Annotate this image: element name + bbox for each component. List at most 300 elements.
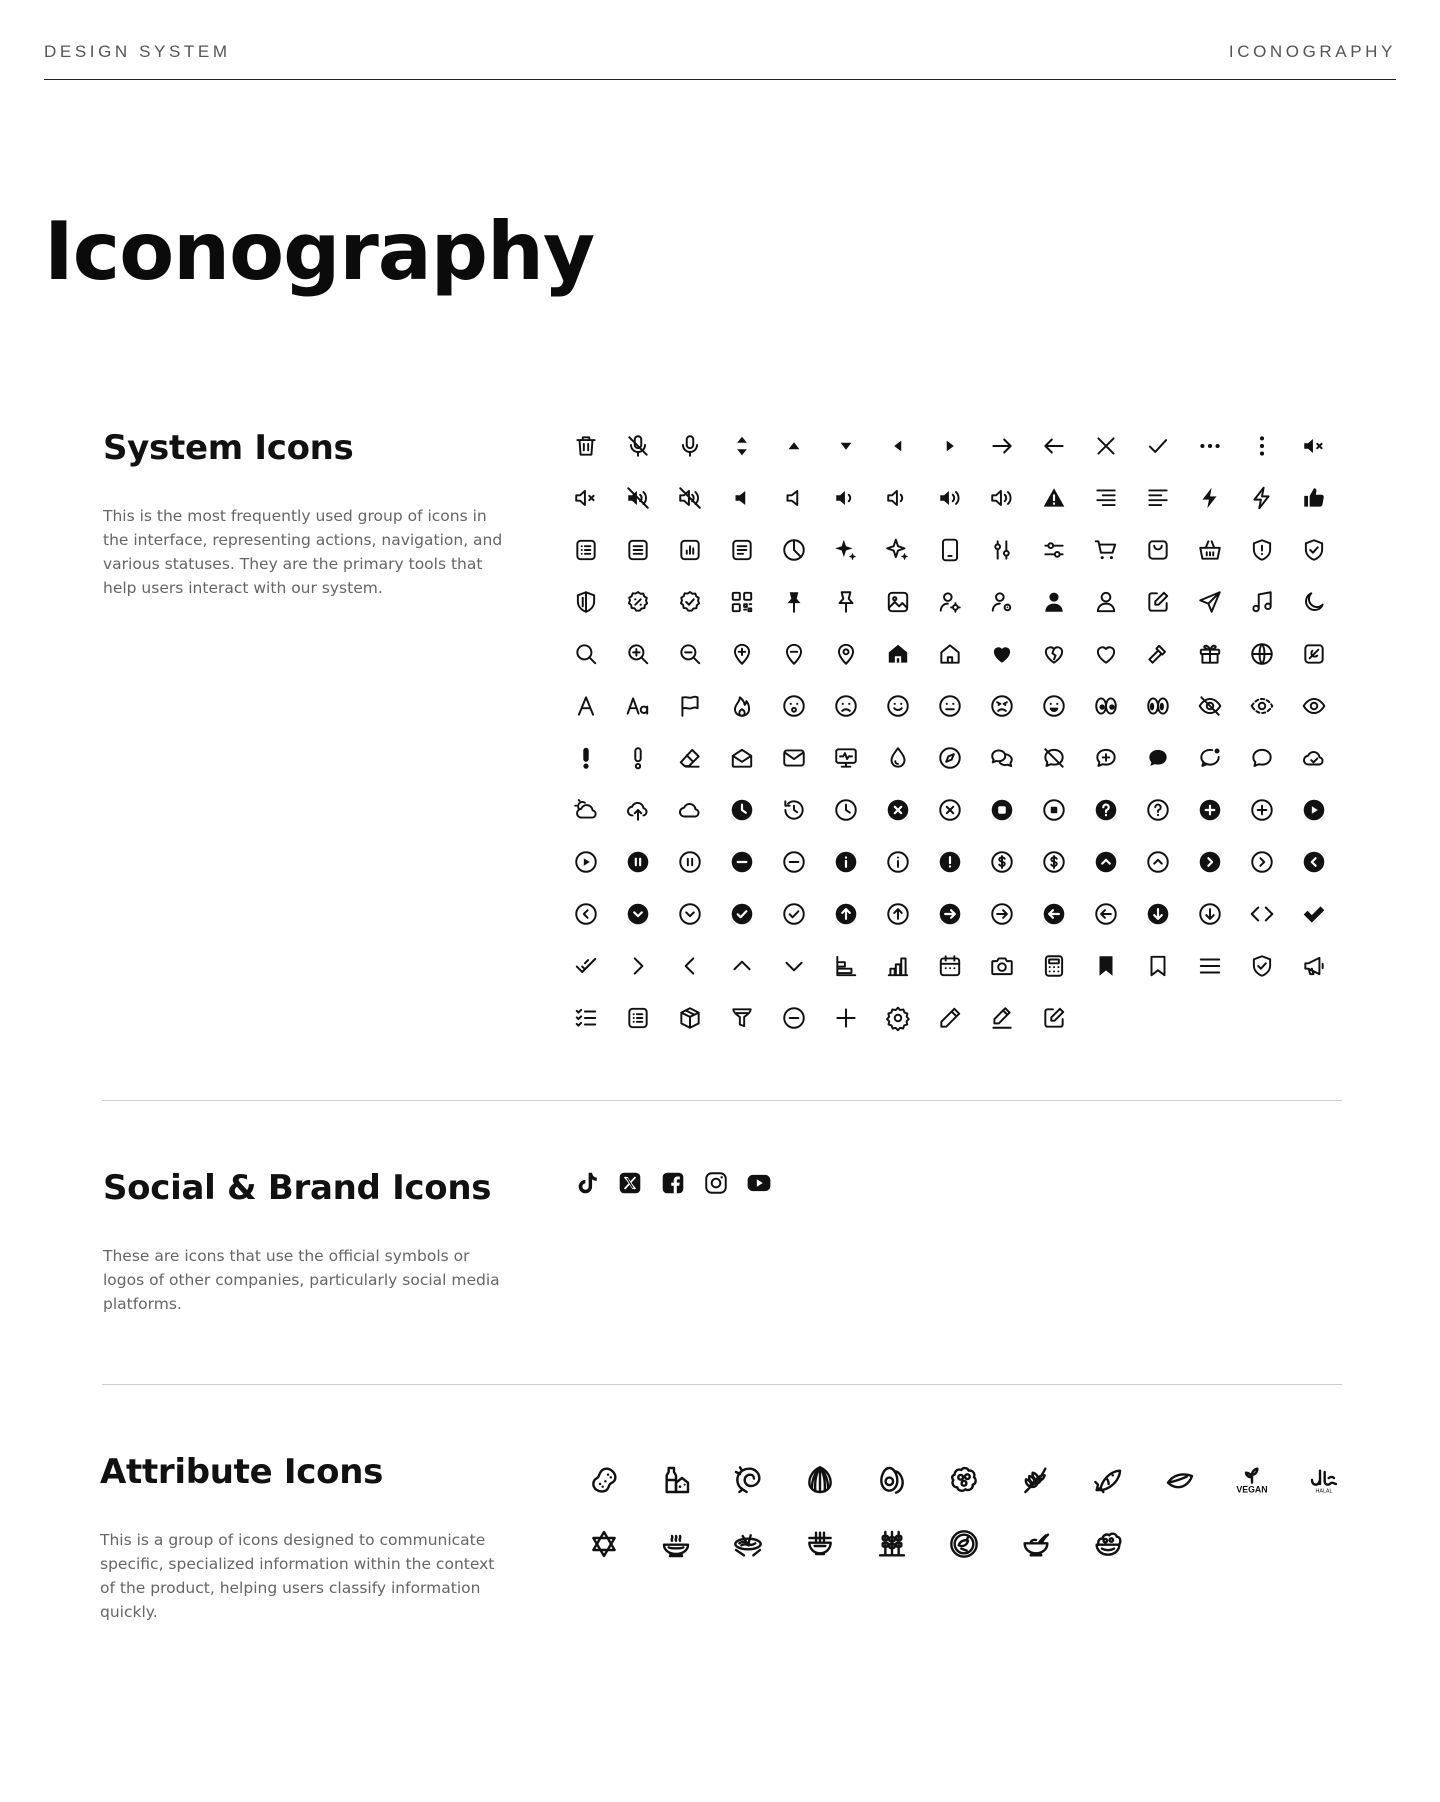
chat-icon-glyph: [1249, 745, 1275, 771]
align-right-icon-glyph: [1093, 485, 1119, 511]
skewers-icon-glyph: [876, 1528, 908, 1560]
system-icons-title: System Icons: [103, 428, 354, 468]
music-icon-glyph: [1249, 589, 1275, 615]
bag-icon-glyph: [1145, 537, 1171, 563]
vegan-icon-glyph: [1236, 1464, 1268, 1496]
zoom-out-icon: [664, 628, 716, 680]
flag-icon-glyph: [677, 693, 703, 719]
image-icon: [872, 576, 924, 628]
clock-filled-icon-glyph: [729, 797, 755, 823]
sliders-vertical-icon-glyph: [989, 537, 1015, 563]
circle-help-icon-glyph: [1145, 797, 1171, 823]
circle-arrow-down-icon-glyph: [1197, 901, 1223, 927]
pin-icon-glyph: [833, 589, 859, 615]
circle-down-icon: [664, 888, 716, 940]
circle-info-icon: [872, 836, 924, 888]
sparkle-icon-glyph: [885, 537, 911, 563]
edit-icon-glyph: [1041, 1005, 1067, 1031]
caret-down-icon-glyph: [833, 433, 859, 459]
circle-right-filled-icon-glyph: [1197, 849, 1223, 875]
bolt-filled-icon-glyph: [1197, 485, 1223, 511]
heart-icon-glyph: [1093, 641, 1119, 667]
halal-icon: [1288, 1448, 1360, 1512]
circle-up-icon-glyph: [1145, 849, 1171, 875]
circle-plus-icon: [1236, 784, 1288, 836]
trash-icon-glyph: [573, 433, 599, 459]
circle-right-icon: [1236, 836, 1288, 888]
gluten-icon: [1000, 1448, 1072, 1512]
sparkle-filled-icon-glyph: [833, 537, 859, 563]
kosher-icon: [568, 1512, 640, 1576]
speaker-low-icon: [872, 472, 924, 524]
tablet-icon: [924, 524, 976, 576]
circle-dollar-icon: [976, 836, 1028, 888]
eye-dashed-icon-glyph: [1249, 693, 1275, 719]
eyes-filled-icon: [1080, 680, 1132, 732]
letter-a-icon-glyph: [573, 693, 599, 719]
dairy-icon: [640, 1448, 712, 1512]
dish-icon: [928, 1512, 1000, 1576]
speaker-off-icon: [664, 472, 716, 524]
caret-left-icon-glyph: [885, 433, 911, 459]
circle-minus-alt-icon-glyph: [781, 1005, 807, 1031]
moon-icon: [1288, 576, 1340, 628]
filter-icon: [716, 992, 768, 1044]
chevron-right-icon-glyph: [625, 953, 651, 979]
edit-box-icon-glyph: [1145, 589, 1171, 615]
eyes-filled-icon-glyph: [1093, 693, 1119, 719]
clock-icon: [820, 784, 872, 836]
face-happy-icon-glyph: [885, 693, 911, 719]
mic-icon-glyph: [677, 433, 703, 459]
heart-filled-icon: [976, 628, 1028, 680]
top-bar: [44, 40, 1396, 80]
shield-alert-icon: [1236, 524, 1288, 576]
circle-arrow-right-filled-icon-glyph: [937, 901, 963, 927]
align-left-icon-glyph: [1145, 485, 1171, 511]
shield-check-icon: [1288, 524, 1340, 576]
face-sad-icon-glyph: [833, 693, 859, 719]
bookmark-icon: [1132, 940, 1184, 992]
clock-history-icon-glyph: [781, 797, 807, 823]
sun-moon-icon-glyph: [1301, 641, 1327, 667]
circle-arrow-down-filled-icon-glyph: [1145, 901, 1171, 927]
circle-arrow-right-icon-glyph: [989, 901, 1015, 927]
chat-off-icon-glyph: [1041, 745, 1067, 771]
circle-arrow-up-icon-glyph: [885, 901, 911, 927]
sparkle-filled-icon: [820, 524, 872, 576]
peanut-icon: [568, 1448, 640, 1512]
chat-plus-icon-glyph: [1093, 745, 1119, 771]
chevron-right-icon: [612, 940, 664, 992]
home-filled-icon-glyph: [885, 641, 911, 667]
timer-icon: [768, 524, 820, 576]
circle-arrow-up-filled-icon-glyph: [833, 901, 859, 927]
cloud-sun-icon-glyph: [573, 797, 599, 823]
face-laugh-icon: [1028, 680, 1080, 732]
heart-broken-icon-glyph: [1041, 641, 1067, 667]
social-icons-description: These are icons that use the official symbols or logos of other companies, particularly social media platforms.: [103, 1247, 500, 1313]
zoom-in-icon-glyph: [625, 641, 651, 667]
circle-dollar-icon-glyph: [989, 849, 1015, 875]
circle-left-filled-icon-glyph: [1301, 849, 1327, 875]
circle-left-icon: [560, 888, 612, 940]
menu-icon: [1184, 940, 1236, 992]
megaphone-icon: [1288, 940, 1340, 992]
monitor-pulse-icon: [820, 732, 872, 784]
code-icon: [1236, 888, 1288, 940]
speaker-filled-icon: [716, 472, 768, 524]
x-twitter-icon: [608, 1163, 651, 1203]
chart-box-icon-glyph: [677, 537, 703, 563]
circle-info-filled-icon: [820, 836, 872, 888]
bolt-icon-glyph: [1249, 485, 1275, 511]
chart-bar-icon: [872, 940, 924, 992]
chat-off-icon: [1028, 732, 1080, 784]
egg-icon: [856, 1448, 928, 1512]
circle-up-icon: [1132, 836, 1184, 888]
speaker-low-filled-icon: [820, 472, 872, 524]
leaf-icon-glyph: [1164, 1464, 1196, 1496]
check-double-icon: [560, 940, 612, 992]
text-size-icon: [612, 680, 664, 732]
chat-dot-icon: [1184, 732, 1236, 784]
chat-bubbles-icon: [976, 732, 1028, 784]
circle-arrow-right-filled-icon: [924, 888, 976, 940]
circle-stop-icon: [1028, 784, 1080, 836]
chevron-down-icon: [768, 940, 820, 992]
system-icons-description: This is the most frequently used group of icons in the interface, representing actions, navigation, and various statuses. They are the primary tools that help users interact with our system.: [103, 507, 503, 597]
dots-horizontal-icon-glyph: [1197, 433, 1223, 459]
warning-filled-icon: [1028, 472, 1080, 524]
chart-bar-horizontal-icon-glyph: [833, 953, 859, 979]
salad-icon: [1072, 1512, 1144, 1576]
caret-left-icon: [872, 420, 924, 472]
leaf-icon: [1144, 1448, 1216, 1512]
chevron-up-icon: [716, 940, 768, 992]
circle-minus-icon: [768, 836, 820, 888]
drop-icon-glyph: [885, 745, 911, 771]
close-icon: [1080, 420, 1132, 472]
sliders-horizontal-icon-glyph: [1041, 537, 1067, 563]
circle-plus-icon-glyph: [1249, 797, 1275, 823]
eye-dashed-icon: [1236, 680, 1288, 732]
speaker-icon-glyph: [781, 485, 807, 511]
shield-half-icon-glyph: [573, 589, 599, 615]
box-icon-glyph: [677, 1005, 703, 1031]
facebook-icon: [651, 1163, 694, 1203]
chart-bar-icon-glyph: [885, 953, 911, 979]
circle-minus-filled-icon-glyph: [729, 849, 755, 875]
search-icon-glyph: [573, 641, 599, 667]
calendar-icon: [924, 940, 976, 992]
eyes-icon-glyph: [1145, 693, 1171, 719]
cloud-icon: [664, 784, 716, 836]
fish-icon: [1072, 1448, 1144, 1512]
chevron-up-icon-glyph: [729, 953, 755, 979]
system-icons-grid: [560, 420, 1340, 1044]
circle-arrow-right-icon: [976, 888, 1028, 940]
edit-box-icon: [1132, 576, 1184, 628]
noodle-plate-icon: [712, 1512, 784, 1576]
speaker-mute-icon: [560, 472, 612, 524]
circle-pause-icon-glyph: [677, 849, 703, 875]
eraser-icon: [664, 732, 716, 784]
bolt-icon: [1236, 472, 1288, 524]
circle-x-icon: [924, 784, 976, 836]
caret-right-icon: [924, 420, 976, 472]
badge-percent-icon-glyph: [625, 589, 651, 615]
user-settings-alt-icon: [976, 576, 1028, 628]
exclamation-icon-glyph: [625, 745, 651, 771]
circle-arrow-left-filled-icon-glyph: [1041, 901, 1067, 927]
heart-icon: [1080, 628, 1132, 680]
text-box-icon: [612, 524, 664, 576]
sesame-icon-glyph: [804, 1464, 836, 1496]
home-filled-icon: [872, 628, 924, 680]
vegan-icon: [1216, 1448, 1288, 1512]
calculator-icon-glyph: [1041, 953, 1067, 979]
pencil-icon: [924, 992, 976, 1044]
map-pin-minus-icon-glyph: [781, 641, 807, 667]
circle-up-filled-icon-glyph: [1093, 849, 1119, 875]
align-left-icon: [1132, 472, 1184, 524]
align-right-icon: [1080, 472, 1132, 524]
sliders-vertical-icon: [976, 524, 1028, 576]
cloud-upload-icon: [612, 784, 664, 836]
checklist-icon: [560, 992, 612, 1044]
exclamation-icon: [612, 732, 664, 784]
chart-box-icon: [664, 524, 716, 576]
check-bold-icon: [1288, 888, 1340, 940]
list-icon: [612, 992, 664, 1044]
map-pin-minus-icon: [768, 628, 820, 680]
soy-icon: [928, 1448, 1000, 1512]
user-filled-icon-glyph: [1041, 589, 1067, 615]
eye-icon-glyph: [1301, 693, 1327, 719]
check-icon: [1132, 420, 1184, 472]
divider: [102, 1100, 1342, 1101]
mic-off-icon-glyph: [625, 433, 651, 459]
qr-code-icon-glyph: [729, 589, 755, 615]
hammer-icon: [1132, 628, 1184, 680]
eraser-icon-glyph: [677, 745, 703, 771]
user-icon-glyph: [1093, 589, 1119, 615]
chevron-down-icon-glyph: [781, 953, 807, 979]
circle-arrow-up-filled-icon: [820, 888, 872, 940]
salad-icon-glyph: [1092, 1528, 1124, 1560]
ramen-icon-glyph: [1020, 1528, 1052, 1560]
sun-moon-icon: [1288, 628, 1340, 680]
dish-icon-glyph: [948, 1528, 980, 1560]
soy-icon-glyph: [948, 1464, 980, 1496]
speaker-high-icon-glyph: [989, 485, 1015, 511]
fish-icon-glyph: [1092, 1464, 1124, 1496]
hammer-icon-glyph: [1145, 641, 1171, 667]
circle-play-filled-icon: [1288, 784, 1340, 836]
mail-icon-glyph: [781, 745, 807, 771]
mail-icon: [768, 732, 820, 784]
chat-bubbles-icon-glyph: [989, 745, 1015, 771]
badge-check-icon-glyph: [677, 589, 703, 615]
pencil-line-icon: [976, 992, 1028, 1044]
clock-filled-icon: [716, 784, 768, 836]
caret-down-icon: [820, 420, 872, 472]
timer-icon-glyph: [781, 537, 807, 563]
exclamation-filled-icon-glyph: [573, 745, 599, 771]
map-pin-icon-glyph: [833, 641, 859, 667]
caret-up-icon-glyph: [781, 433, 807, 459]
noodle-plate-icon-glyph: [732, 1528, 764, 1560]
chevron-left-icon-glyph: [677, 953, 703, 979]
circle-down-icon-glyph: [677, 901, 703, 927]
social-icons-grid: [565, 1163, 780, 1203]
eye-off-icon: [1184, 680, 1236, 732]
eye-icon: [1288, 680, 1340, 732]
music-icon: [1236, 576, 1288, 628]
letter-a-icon: [560, 680, 612, 732]
user-settings-alt-icon-glyph: [989, 589, 1015, 615]
user-settings-icon: [924, 576, 976, 628]
ramen-icon: [1000, 1512, 1072, 1576]
caret-right-icon-glyph: [937, 433, 963, 459]
dots-horizontal-icon: [1184, 420, 1236, 472]
soup-icon: [640, 1512, 712, 1576]
user-icon: [1080, 576, 1132, 628]
camera-icon-glyph: [989, 953, 1015, 979]
sort-icon: [716, 420, 768, 472]
fire-icon: [716, 680, 768, 732]
circle-info-filled-icon-glyph: [833, 849, 859, 875]
arrow-left-icon: [1028, 420, 1080, 472]
send-icon-glyph: [1197, 589, 1223, 615]
eyes-icon: [1132, 680, 1184, 732]
basket-icon: [1184, 524, 1236, 576]
circle-up-filled-icon: [1080, 836, 1132, 888]
sparkle-icon: [872, 524, 924, 576]
chat-dot-icon-glyph: [1197, 745, 1223, 771]
flag-icon: [664, 680, 716, 732]
circle-dollar-alt-icon: [1028, 836, 1080, 888]
circle-stop-filled-icon-glyph: [989, 797, 1015, 823]
shield-check-alt-icon: [1236, 940, 1288, 992]
dots-vertical-icon: [1236, 420, 1288, 472]
circle-down-filled-icon-glyph: [625, 901, 651, 927]
clock-icon-glyph: [833, 797, 859, 823]
facebook-icon-glyph: [660, 1170, 686, 1196]
badge-check-icon: [664, 576, 716, 628]
cloud-upload-icon-glyph: [625, 797, 651, 823]
list-box-icon-glyph: [573, 537, 599, 563]
circle-x-filled-icon: [872, 784, 924, 836]
sort-icon-glyph: [729, 433, 755, 459]
globe-icon: [1236, 628, 1288, 680]
circle-help-filled-icon-glyph: [1093, 797, 1119, 823]
eye-off-icon-glyph: [1197, 693, 1223, 719]
noodle-bowl-icon: [784, 1512, 856, 1576]
check-bold-icon-glyph: [1301, 901, 1327, 927]
speaker-high-filled-icon: [924, 472, 976, 524]
heart-filled-icon-glyph: [989, 641, 1015, 667]
circle-minus-filled-icon: [716, 836, 768, 888]
gift-icon-glyph: [1197, 641, 1223, 667]
settings-icon: [872, 992, 924, 1044]
circle-plus-filled-icon: [1184, 784, 1236, 836]
peanut-icon-glyph: [588, 1464, 620, 1496]
filter-icon-glyph: [729, 1005, 755, 1031]
cloud-sun-icon: [560, 784, 612, 836]
speaker-off-filled-icon: [612, 472, 664, 524]
fire-icon-glyph: [729, 693, 755, 719]
check-double-icon-glyph: [573, 953, 599, 979]
circle-stop-icon-glyph: [1041, 797, 1067, 823]
face-angry-icon-glyph: [989, 693, 1015, 719]
shield-alert-icon-glyph: [1249, 537, 1275, 563]
mail-open-icon: [716, 732, 768, 784]
halal-icon-glyph: [1308, 1464, 1340, 1496]
arrow-left-icon-glyph: [1041, 433, 1067, 459]
circle-check-icon-glyph: [781, 901, 807, 927]
circle-check-filled-icon-glyph: [729, 901, 755, 927]
circle-stop-filled-icon: [976, 784, 1028, 836]
heart-broken-icon: [1028, 628, 1080, 680]
edit-icon: [1028, 992, 1080, 1044]
check-icon-glyph: [1145, 433, 1171, 459]
user-settings-icon-glyph: [937, 589, 963, 615]
user-filled-icon: [1028, 576, 1080, 628]
qr-code-icon: [716, 576, 768, 628]
circle-arrow-up-icon: [872, 888, 924, 940]
circle-play-icon-glyph: [573, 849, 599, 875]
speaker-icon: [768, 472, 820, 524]
speaker-mute-filled-icon-glyph: [1301, 433, 1327, 459]
bookmark-icon-glyph: [1145, 953, 1171, 979]
pin-filled-icon: [768, 576, 820, 628]
sliders-horizontal-icon: [1028, 524, 1080, 576]
basket-icon-glyph: [1197, 537, 1223, 563]
tiktok-icon: [565, 1163, 608, 1203]
circle-dollar-alt-icon-glyph: [1041, 849, 1067, 875]
shield-check-alt-icon-glyph: [1249, 953, 1275, 979]
face-neutral-icon-glyph: [937, 693, 963, 719]
compass-icon: [924, 732, 976, 784]
circle-check-filled-icon: [716, 888, 768, 940]
circle-plus-filled-icon-glyph: [1197, 797, 1223, 823]
header-right-label: ICONOGRAPHY: [1228, 42, 1396, 61]
pencil-line-icon-glyph: [989, 1005, 1015, 1031]
zoom-in-icon: [612, 628, 664, 680]
social-icons-title: Social & Brand Icons: [103, 1168, 492, 1208]
badge-percent-icon: [612, 576, 664, 628]
circle-arrow-left-icon-glyph: [1093, 901, 1119, 927]
search-icon: [560, 628, 612, 680]
chart-bar-horizontal-icon: [820, 940, 872, 992]
circle-minus-icon-glyph: [781, 849, 807, 875]
circle-help-filled-icon: [1080, 784, 1132, 836]
arrow-right-icon: [976, 420, 1028, 472]
soup-icon-glyph: [660, 1528, 692, 1560]
list-box-icon: [560, 524, 612, 576]
circle-alert-filled-icon: [924, 836, 976, 888]
bag-icon: [1132, 524, 1184, 576]
cloud-check-icon-glyph: [1301, 745, 1327, 771]
speaker-filled-icon-glyph: [729, 485, 755, 511]
circle-x-icon-glyph: [937, 797, 963, 823]
attribute-icons-description: This is a group of icons designed to communicate specific, specialized information within the context of the product, helping users classify information quickly.: [100, 1531, 495, 1621]
circle-pause-filled-icon: [612, 836, 664, 888]
circle-pause-filled-icon-glyph: [625, 849, 651, 875]
speaker-off-filled-icon-glyph: [625, 485, 651, 511]
